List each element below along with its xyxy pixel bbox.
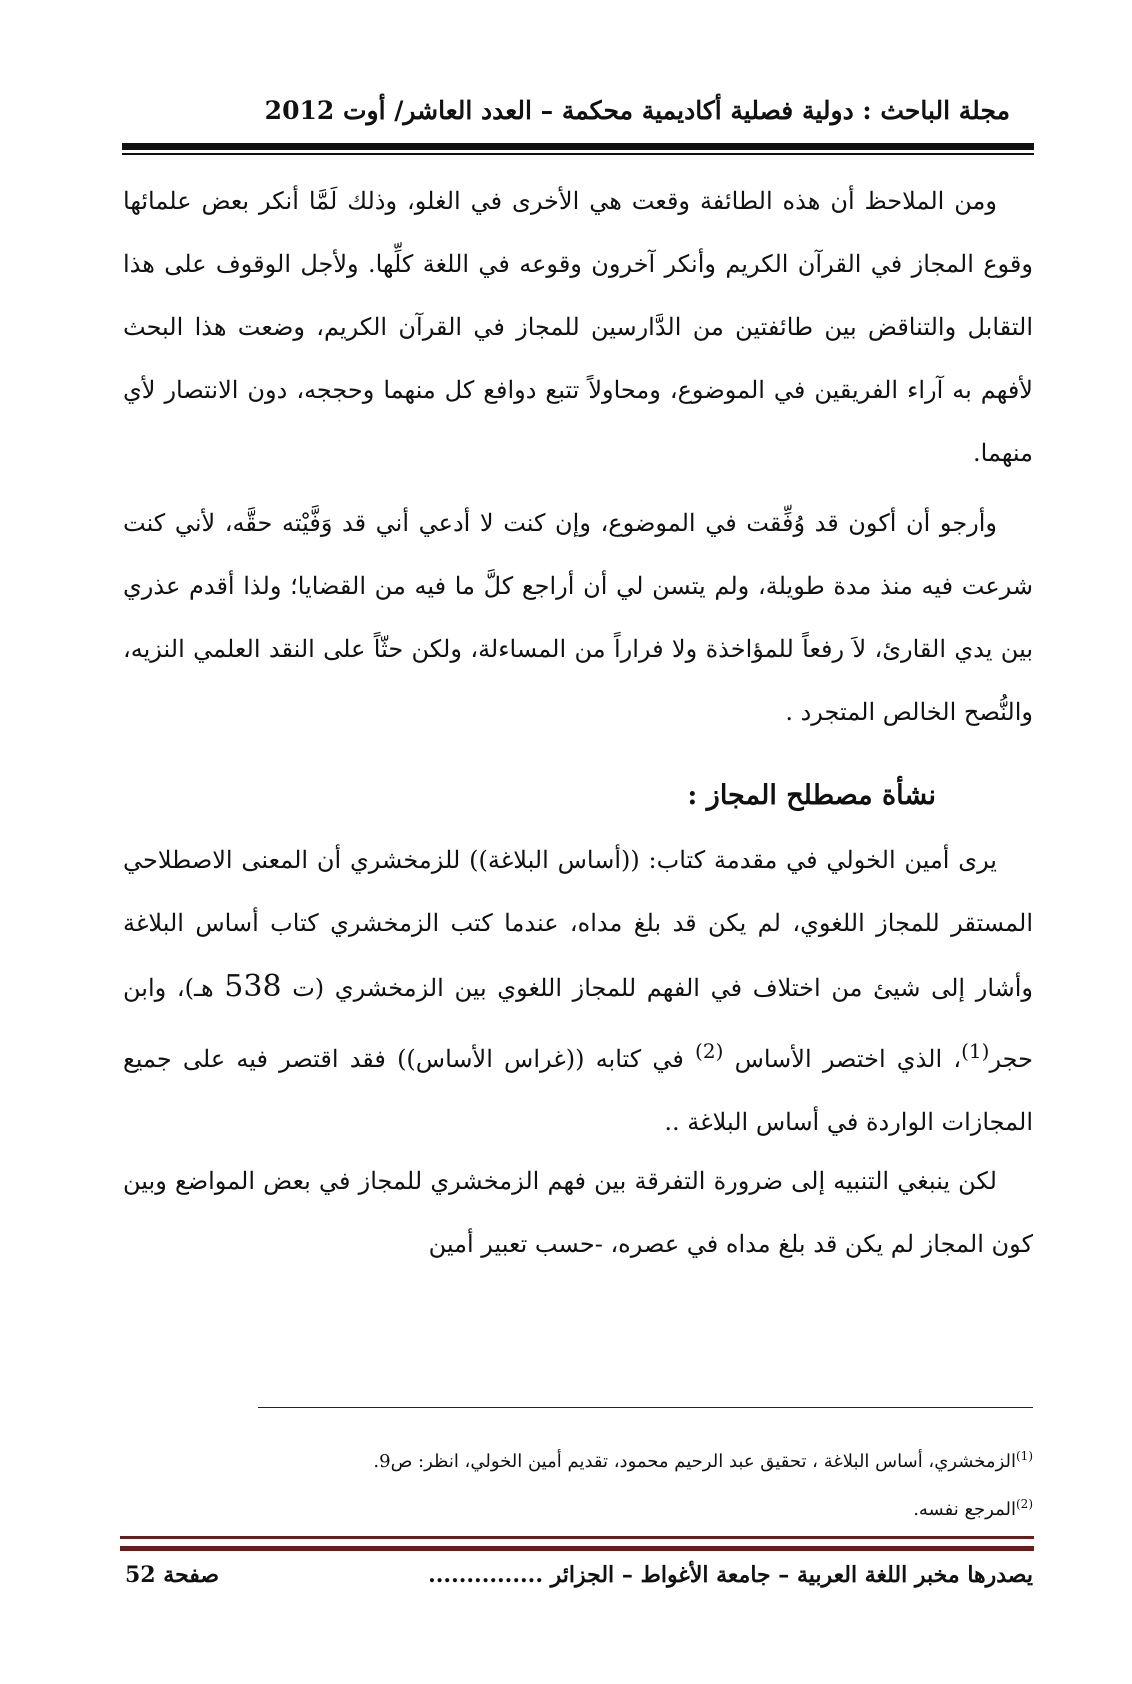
footnote-ref-2[interactable]: (2) bbox=[695, 1039, 724, 1063]
header-rule-thin bbox=[122, 153, 1034, 155]
paragraph-2-block bbox=[123, 492, 1033, 744]
paragraph-1-block bbox=[123, 170, 1033, 485]
page-number: صفحة 52 bbox=[125, 1562, 220, 1588]
journal-header-title: مجلة الباحث : دولية فصلية أكاديمية محكمة – العدد العاشر/ أوت 2012 bbox=[264, 96, 1010, 125]
footnote-1 bbox=[133, 1435, 1033, 1483]
paragraph-4-block bbox=[123, 1150, 1033, 1276]
paragraph-3-block bbox=[123, 829, 1033, 1154]
year-number: 538 bbox=[224, 969, 282, 1004]
paragraph-1: ومن الملاحظ أن هذه الطائفة وقعت هي الأخرى في الغلو، وذلك لَمَّا أنكر بعض علمائها وقوع المجاز في القرآن الكريم وأنكر آخرون وقوعه في اللغة كلِّها. ولأجل الوقوف على هذا التقابل والتناقض بين طائفتين من الدَّارسين للمجاز في القرآن الكريم، وضعت هذا البحث لأفهم به آراء الفريقين في الموضوع، ومحاولاً تتبع دوافع كل منهما وحججه، دون الانتصار لأي منهما. bbox=[123, 187, 1033, 467]
footnotes bbox=[133, 1435, 1033, 1531]
paragraph-3-part-1: يرى أمين الخولي في مقدمة كتاب: ((أساس البلاغة)) للزمخشري أن المعنى الاصطلاحي المستقر للمجاز اللغوي، لم يكن قد بلغ مداه، عندما كتب الزمخشري كتاب أساس البلاغة وأشار إلى شيئ من اختلاف في الفهم للمجاز اللغوي بين الزمخشري (ت bbox=[123, 846, 1033, 1002]
section-heading: نشأة مصطلح المجاز : bbox=[687, 780, 936, 811]
paragraph-3 bbox=[123, 829, 1033, 1154]
footer-rule-thin bbox=[120, 1536, 1034, 1539]
footer-rule-thick bbox=[120, 1546, 1034, 1551]
paragraph-2: وأرجو أن أكون قد وُفِّقت في الموضوع، وإن كنت لا أدعي أني قد وَفَّيْته حقَّه، لأني كنت شرعت فيه منذ مدة طويلة، ولم يتسن لي أن أراجع كلَّ ما فيه من القضايا؛ ولذا أقدم عذري بين يدي القارئ، لاَ رفعاً للمؤاخذة ولا فراراً من المساءلة، ولكن حثّاً على النقد العلمي النزيه، والنُّصح الخالص المتجرد . bbox=[123, 509, 1033, 726]
footnote-2 bbox=[133, 1483, 1033, 1531]
footnote-ref-1[interactable]: (1) bbox=[961, 1039, 990, 1063]
footnote-separator bbox=[258, 1407, 1033, 1408]
footer-publisher: يصدرها مخبر اللغة العربية – جامعة الأغواط – الجزائر ............... bbox=[428, 1562, 1033, 1588]
header-rule-thick bbox=[122, 143, 1034, 150]
paragraph-3-part-4: في كتابه ((غراس الأساس)) فقد اقتصر فيه على جميع المجازات الواردة في أساس البلاغة .. bbox=[123, 1045, 1033, 1136]
footnote-2-ref: (2) bbox=[1015, 1497, 1033, 1511]
paragraph-3-part-2: هـ)، وابن حجر bbox=[123, 974, 1034, 1073]
footnote-1-text: الزمخشري، أساس البلاغة ، تحقيق عبد الرحيم محمود، تقديم أمين الخولي، انظر: ص9. bbox=[373, 1451, 1016, 1472]
footnote-1-ref: (1) bbox=[1015, 1449, 1033, 1463]
paragraph-4: لكن ينبغي التنبيه إلى ضرورة التفرقة بين فهم الزمخشري للمجاز في بعض المواضع وبين كون المجاز لم يكن قد بلغ مداه في عصره، -حسب تعبير أمين bbox=[123, 1167, 1033, 1258]
footnote-2-text: المرجع نفسه. bbox=[913, 1499, 1016, 1520]
paragraph-3-part-3: ، الذي اختصر الأساس bbox=[723, 1045, 962, 1073]
